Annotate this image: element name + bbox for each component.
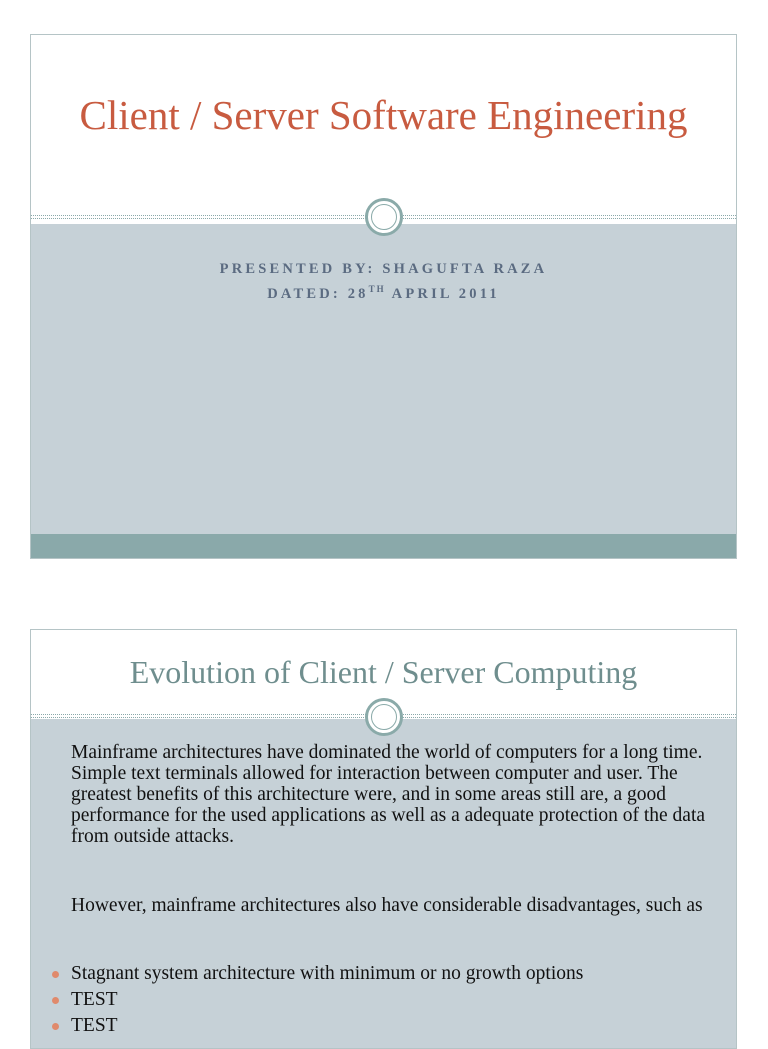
bullet-icon <box>52 971 59 978</box>
slide-title: Evolution of Client / Server Computing <box>129 654 638 690</box>
body-paragraph: However, mainframe architectures also have considerable disadvantages, such as <box>71 895 703 916</box>
body-paragraph: Mainframe architectures have dominated the world of computers for a long time. Simple text terminals allowed for interaction between computer and user. The greatest benefits of this architecture were, and in some areas still are, a good performance for the used applications as well as a adequate protection of the data from outside attacks. <box>71 742 706 847</box>
bullet-text: Stagnant system architecture with minimum or no growth options <box>71 963 584 984</box>
ring-ornament-icon <box>365 198 403 236</box>
bullet-item <box>31 987 583 1013</box>
title-area <box>31 35 736 216</box>
content-slide <box>30 629 737 1049</box>
bottom-accent-bar <box>31 534 736 558</box>
bullet-item <box>31 961 583 987</box>
bullet-list <box>31 961 583 1039</box>
ring-ornament-icon <box>365 698 403 736</box>
date-suffix: APRIL 2011 <box>385 286 500 302</box>
slide-title: Client / Server Software Engineering <box>79 92 688 138</box>
date-line <box>31 284 736 303</box>
date-prefix: DATED: 28 <box>267 286 369 302</box>
bullet-icon <box>52 1023 59 1030</box>
presenter-line: PRESENTED BY: SHAGUFTA RAZA <box>219 261 548 277</box>
bullet-icon <box>52 997 59 1004</box>
bullet-item <box>31 1013 583 1039</box>
title-slide <box>30 34 737 559</box>
bullet-text: TEST <box>71 989 118 1010</box>
bullet-text: TEST <box>71 1015 118 1036</box>
date-superscript: TH <box>368 284 386 294</box>
